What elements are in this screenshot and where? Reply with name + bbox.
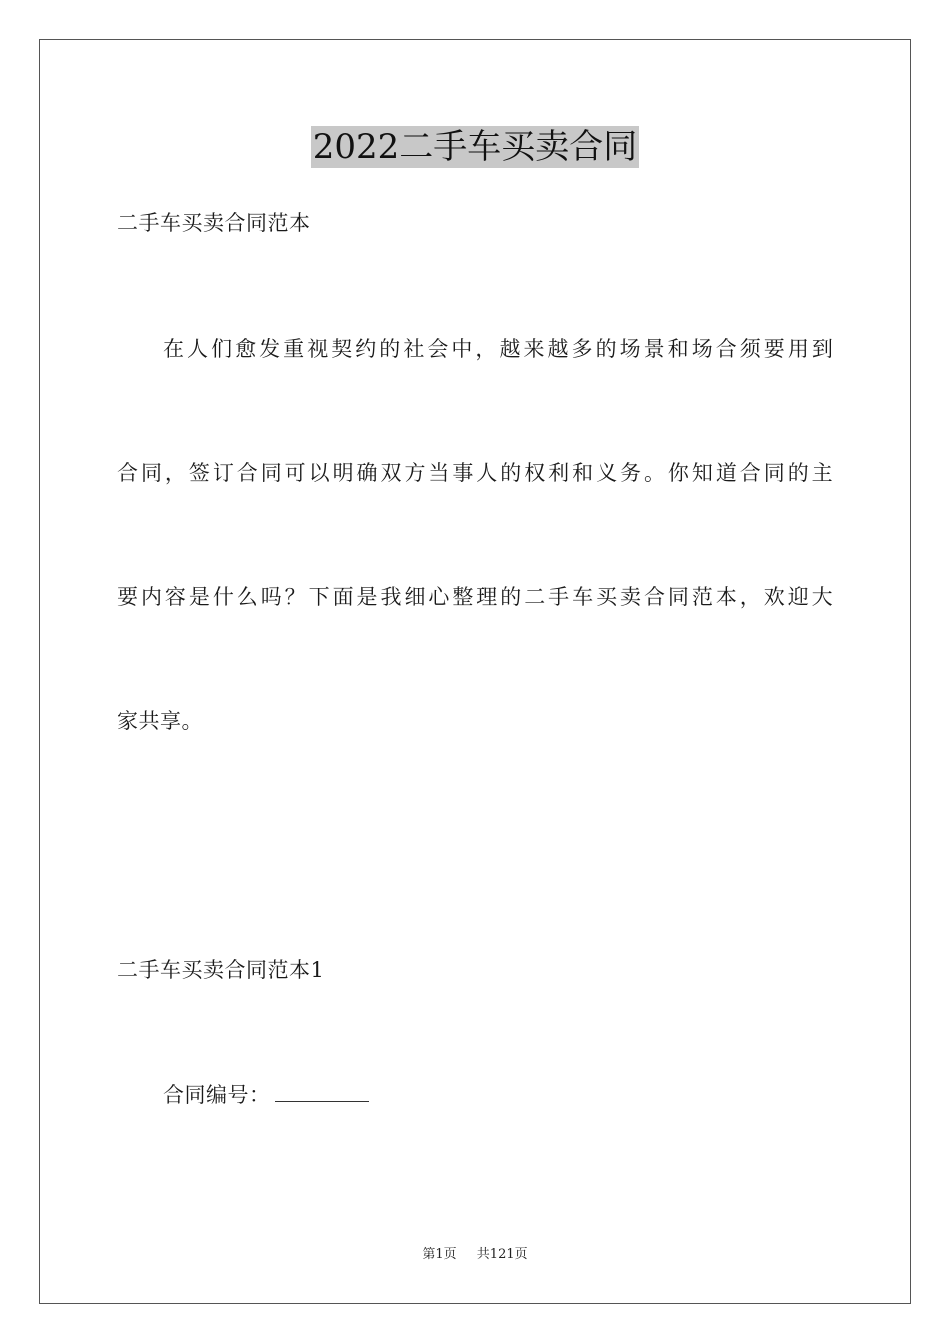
title-container: [0, 126, 950, 168]
intro-line-2: [117, 459, 833, 487]
intro-char: 当: [428, 461, 450, 485]
intro-char: 合: [715, 337, 737, 361]
intro-char: 知: [691, 461, 713, 485]
intro-char: 本: [715, 585, 737, 609]
intro-char: 和: [572, 461, 594, 485]
intro-char: 场: [691, 337, 713, 361]
intro-char: 卖: [620, 585, 642, 609]
intro-char: ？: [284, 585, 306, 609]
intro-char: 务: [620, 461, 642, 485]
intro-char: 大: [811, 585, 833, 609]
intro-char: 合: [117, 461, 138, 485]
intro-char: ，: [739, 585, 761, 609]
intro-char: 契: [331, 337, 353, 361]
intro-char: 确: [356, 461, 378, 485]
total-pages: 共121页: [476, 1247, 528, 1262]
intro-char: 权: [524, 461, 546, 485]
page-footer: [0, 1246, 950, 1264]
intro-char: 的: [500, 585, 522, 609]
intro-char: 订: [212, 461, 234, 485]
intro-char: 人: [187, 337, 209, 361]
intro-char: 容: [164, 585, 186, 609]
intro-char: 面: [332, 585, 354, 609]
intro-char: 和: [667, 337, 689, 361]
intro-char: 吗: [260, 585, 282, 609]
intro-char: 利: [548, 461, 570, 485]
intro-char: 主: [811, 461, 833, 485]
intro-char: 同: [260, 461, 282, 485]
intro-char: 在: [163, 337, 184, 361]
intro-char: 们: [211, 337, 233, 361]
intro-char: 视: [307, 337, 329, 361]
intro-char: 社: [403, 337, 425, 361]
intro-line-1: [163, 335, 833, 363]
intro-char: 同: [667, 585, 689, 609]
intro-char: 范: [691, 585, 713, 609]
intro-char: ，: [475, 337, 497, 361]
intro-char: 双: [380, 461, 402, 485]
intro-char: 须: [739, 337, 761, 361]
intro-char: 事: [452, 461, 474, 485]
intro-char: 合: [739, 461, 761, 485]
contract-number-label: 合同编号：: [163, 1083, 271, 1107]
intro-char: 整: [452, 585, 474, 609]
document-subtitle: 二手车买卖合同范本: [117, 211, 311, 235]
intro-char: 么: [236, 585, 258, 609]
intro-char: 什: [212, 585, 234, 609]
intro-char: 我: [380, 585, 402, 609]
intro-char: 你: [667, 461, 689, 485]
intro-char: 来: [523, 337, 545, 361]
intro-char: 下: [308, 585, 330, 609]
intro-char: 要: [763, 337, 785, 361]
intro-char: 同: [763, 461, 785, 485]
intro-char: 义: [596, 461, 618, 485]
intro-char: 的: [500, 461, 522, 485]
intro-char: 。: [643, 461, 665, 485]
intro-char: 多: [571, 337, 593, 361]
intro-char: 场: [619, 337, 641, 361]
section-heading: 二手车买卖合同范本1: [117, 958, 325, 982]
intro-char: 买: [596, 585, 618, 609]
intro-char: 的: [595, 337, 617, 361]
intro-char: 二: [524, 585, 546, 609]
intro-char: 理: [476, 585, 498, 609]
intro-char: 明: [332, 461, 354, 485]
intro-char: 细: [404, 585, 426, 609]
intro-char: 心: [428, 585, 450, 609]
intro-char: 发: [259, 337, 281, 361]
intro-char: 的: [379, 337, 401, 361]
intro-char: 约: [355, 337, 377, 361]
intro-char: 的: [787, 461, 809, 485]
intro-char: 签: [188, 461, 210, 485]
intro-char: 越: [499, 337, 521, 361]
intro-char: 内: [140, 585, 162, 609]
intro-char: 同: [140, 461, 162, 485]
intro-char: 合: [236, 461, 258, 485]
intro-char: 欢: [763, 585, 785, 609]
intro-char: 手: [548, 585, 570, 609]
intro-char: ，: [164, 461, 186, 485]
intro-char: 景: [643, 337, 665, 361]
intro-char: 要: [117, 585, 138, 609]
intro-char: 越: [547, 337, 569, 361]
intro-char: 到: [811, 337, 833, 361]
contract-number-blank: [275, 1081, 369, 1102]
intro-char: 是: [188, 585, 210, 609]
intro-char: 重: [283, 337, 305, 361]
intro-char: 人: [476, 461, 498, 485]
intro-char: 会: [427, 337, 449, 361]
document-title: 2022二手车买卖合同: [312, 127, 638, 167]
intro-char: 合: [643, 585, 665, 609]
page-number: 第1页: [422, 1247, 457, 1262]
intro-char: 车: [572, 585, 594, 609]
intro-char: 愈: [235, 337, 257, 361]
intro-line-4: 家共享。: [117, 709, 203, 733]
intro-char: 道: [715, 461, 737, 485]
intro-char: 可: [284, 461, 306, 485]
intro-char: 用: [787, 337, 809, 361]
intro-char: 中: [451, 337, 473, 361]
intro-line-3: [117, 583, 833, 611]
intro-char: 迎: [787, 585, 809, 609]
intro-char: 方: [404, 461, 426, 485]
contract-number-row: [163, 1081, 369, 1109]
intro-char: 以: [308, 461, 330, 485]
intro-char: 是: [356, 585, 378, 609]
